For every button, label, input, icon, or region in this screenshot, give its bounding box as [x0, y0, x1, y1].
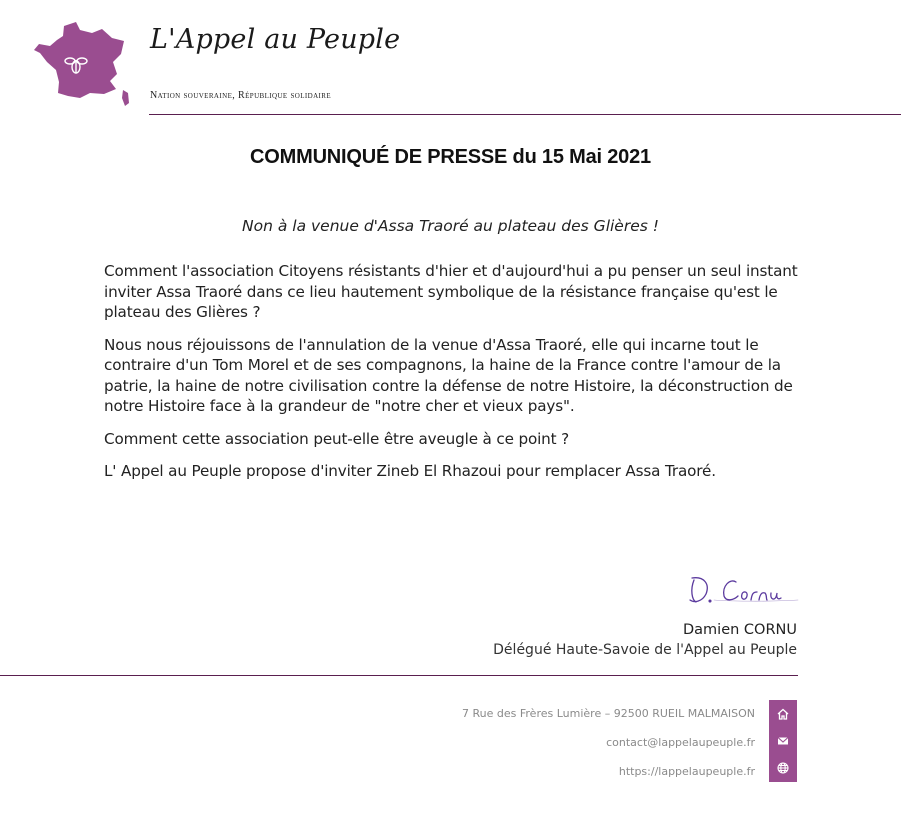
brand-title: L'Appel au Peuple: [150, 24, 401, 55]
paragraph: L' Appel au Peuple propose d'inviter Zineb El Rhazoui pour remplacer Assa Traoré.: [104, 462, 716, 480]
globe-icon: [776, 761, 790, 775]
home-icon: [776, 707, 790, 721]
website-icon-box: [769, 754, 797, 782]
contact-email[interactable]: contact@lappelaupeuple.fr: [606, 736, 755, 749]
paragraph: Nous nous réjouissons de l'annulation de la venue d'Assa Traoré, elle qui incarne tout le contraire d'un Tom Morel et de ses compagnons, la haine de la France contre l'amour de la patrie, la haine de notre civilisation contre la défense de notre Histoire, la déconstruction de notre Histoire face à la grandeur de "notre cher et vieux pays".: [104, 335, 793, 415]
body-text: [104, 261, 804, 494]
page-title: COMMUNIQUÉ DE PRESSE du 15 Mai 2021: [250, 146, 651, 168]
signer-role: Délégué Haute-Savoie de l'Appel au Peuple: [493, 642, 797, 658]
footer-divider: [0, 675, 798, 676]
contact-website[interactable]: https://lappelaupeuple.fr: [618, 765, 755, 778]
email-icon-box: [769, 727, 797, 755]
handwritten-signature: [686, 570, 801, 608]
signer-name: Damien CORNU: [683, 622, 797, 638]
contact-address: 7 Rue des Frères Lumière – 92500 RUEIL MALMAISON: [462, 707, 755, 720]
subtitle: Non à la venue d'Assa Traoré au plateau des Glières !: [242, 217, 659, 235]
france-map-logo: [30, 20, 134, 110]
paragraph: Comment cette association peut-elle être aveugle à ce point ?: [104, 429, 570, 448]
header-divider: [149, 114, 901, 115]
corsica-shape: [122, 90, 129, 106]
mail-icon: [776, 734, 790, 748]
brand-tagline: Nation souveraine, République solidaire: [150, 90, 332, 101]
address-icon-box: [769, 700, 797, 728]
france-map-shape: [34, 22, 124, 98]
paragraph: Comment l'association Citoyens résistants d'hier et d'aujourd'hui a pu penser un seul instant inviter Assa Traoré dans ce lieu hautement symbolique de la résistance française qu'est le plateau des Glières ?: [104, 262, 798, 321]
